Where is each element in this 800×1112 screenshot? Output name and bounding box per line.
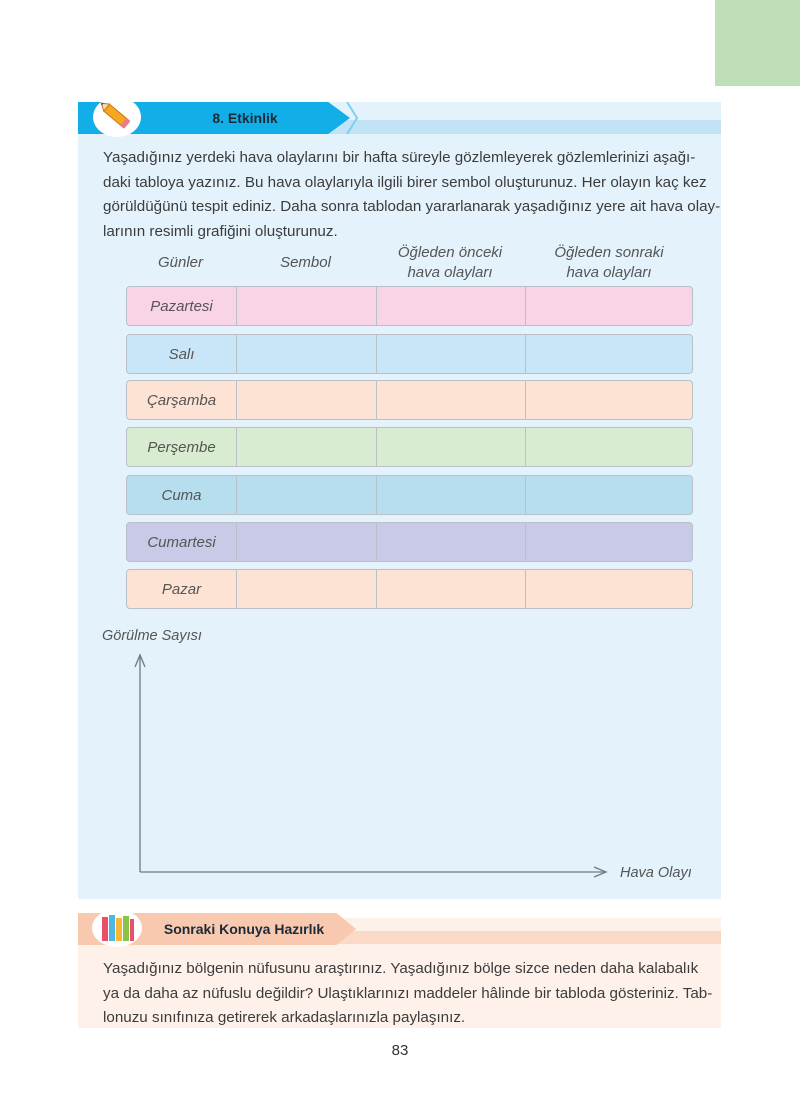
y-axis-label: Görülme Sayısı (102, 628, 202, 644)
day-label: Cuma (161, 486, 202, 504)
activity-title: 8. Etkinlik (212, 110, 278, 126)
preparation-instructions (103, 957, 717, 1031)
books-icon (92, 909, 142, 947)
preparation-line: ya da daha az nüfuslu değildir? Ulaştıklarınızı maddeler hâlinde bir tabloda gösteriniz. Tab- (103, 984, 713, 1002)
preparation-line: Yaşadığınız bölgenin nüfusunu araştırınız. Yaşadığınız bölge sizce neden daha kalabalık (103, 960, 699, 977)
instruction-line: daki tabloya yazınız. Bu hava olaylarıyla ilgili birer sembol oluşturunuz. Her olayın kaç kez (103, 173, 707, 191)
instruction-line: Yaşadığınız yerdeki hava olaylarını bir hafta süreyle gözlemleyerek gözlemlerinizi aşağı- (103, 149, 696, 166)
day-label: Cumartesi (147, 533, 216, 551)
day-label: Pazartesi (150, 297, 213, 315)
instruction-line: görüldüğünü tespit ediniz. Daha sonra tablodan yararlanarak yaşadığınız yere ait hava olay- (103, 198, 721, 215)
day-label: Pazar (161, 580, 202, 598)
header-morning-line2: hava olayları (407, 264, 493, 281)
x-axis-label: Hava Olayı (620, 865, 692, 881)
page-number: 83 (391, 1042, 409, 1059)
day-label: Salı (168, 345, 195, 363)
header-days: Günler (157, 254, 204, 271)
day-label: Çarşamba (146, 391, 217, 409)
instruction-line: larının resimli grafiğini oluşturunuz. (103, 222, 338, 240)
preparation-line: lonuzu sınıfınıza getirerek arkadaşlarınızla paylaşınız. (103, 1009, 466, 1026)
header-afternoon-line1: Öğleden sonraki (554, 244, 664, 261)
header-morning-line1: Öğleden önceki (397, 244, 503, 261)
preparation-title: Sonraki Konuya Hazırlık (163, 921, 325, 937)
header-afternoon-line2: hava olayları (566, 264, 652, 281)
header-symbol: Sembol (280, 254, 331, 271)
day-label: Perşembe (147, 438, 216, 456)
